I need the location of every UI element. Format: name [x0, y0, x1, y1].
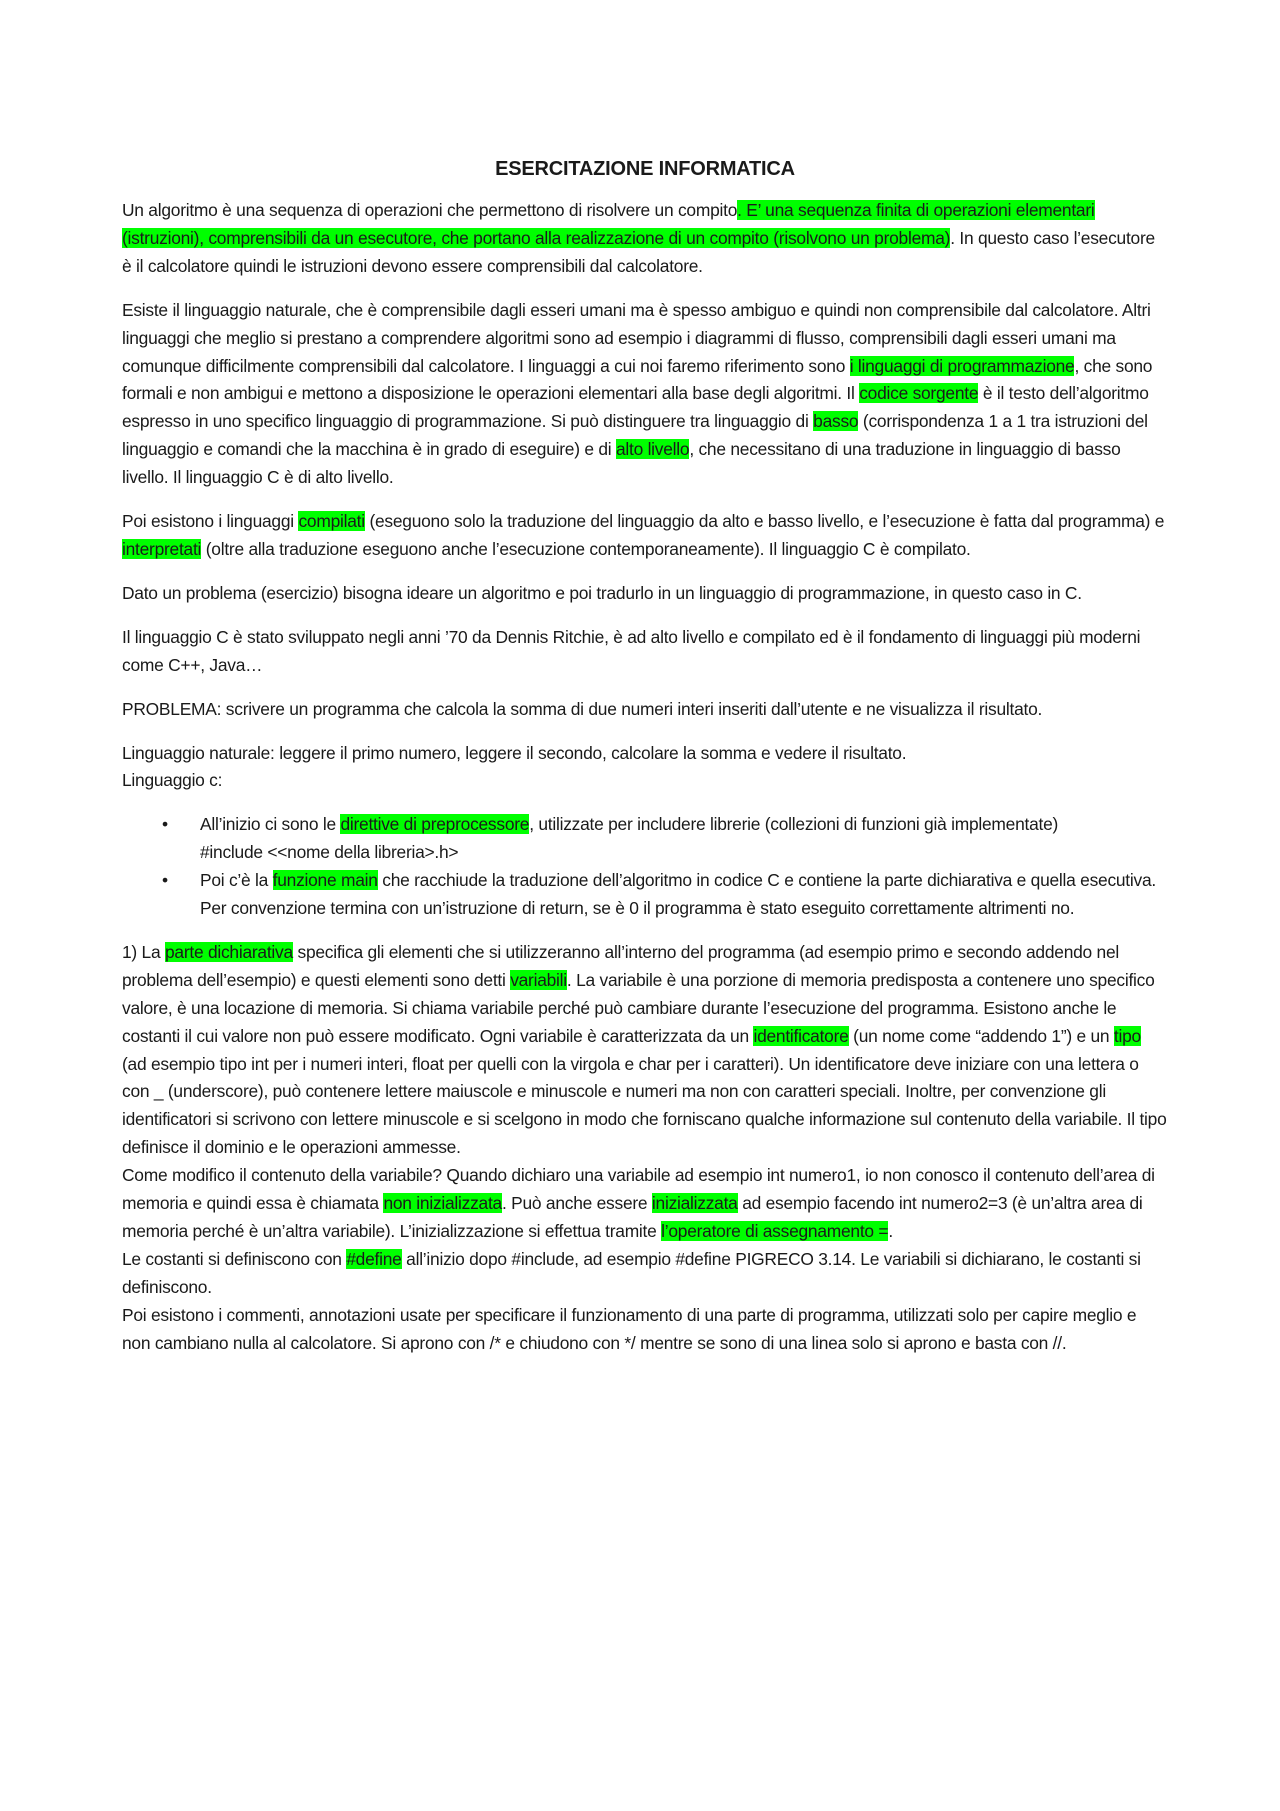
text-run: Come modifico il contenuto della variabile? Quando dichiaro una variabile ad esempio int numero1, io non conosco il contenuto dell’area di memoria e quindi essa è chiamata	[122, 1165, 1155, 1214]
text-run: (un nome come “addendo 1”) e un	[848, 1025, 1114, 1046]
text-run: 1) La	[122, 941, 165, 962]
highlighted-text: direttive di preprocessore	[340, 814, 530, 835]
highlighted-text: parte dichiarativa	[164, 941, 293, 962]
paragraph	[122, 1162, 1168, 1246]
highlighted-text: funzione main	[272, 870, 378, 891]
highlighted-text: codice sorgente	[859, 383, 979, 404]
text-run: PROBLEMA: scrivere un programma che calcola la somma di due numeri interi inseriti dall’utente e ne visualizza il risultato.	[122, 698, 1043, 719]
highlighted-text: alto livello	[615, 439, 690, 460]
text-run: . La variabile è una porzione di memoria predisposta a contenere uno specifico valore, è una locazione di memoria. Si chiama variabile perché può cambiare durante l’esecuzione del programma. Esistono anche le costanti il cui valore non può essere modificato. Ogni variabile è caratterizzata da un	[122, 969, 1155, 1046]
text-run: . Può anche essere	[501, 1193, 652, 1214]
text-run: Il linguaggio C è stato sviluppato negli anni ’70 da Dennis Ritchie, è ad alto livello e compilato ed è il fondamento di linguaggi più moderni come C++, Java…	[122, 626, 1141, 675]
bullet-item	[162, 811, 1168, 867]
highlighted-text: #define	[346, 1248, 402, 1269]
bullet-list	[122, 811, 1168, 923]
text-run: all’inizio dopo #include, ad esempio #define PIGRECO 3.14. Le variabili si dichiarano, le costanti si definiscono.	[122, 1248, 1141, 1297]
text-run: .	[888, 1221, 893, 1241]
paragraph	[122, 696, 1168, 724]
text-run: . In questo caso l’esecutore è il calcolatore quindi le istruzioni devono essere comprensibili dal calcolatore.	[122, 227, 1155, 276]
highlighted-text: compilati	[298, 511, 365, 532]
text-run: Poi esistono i linguaggi	[122, 511, 299, 532]
body-paragraphs	[122, 197, 1168, 795]
text-run: Le costanti si definiscono con	[122, 1248, 347, 1269]
text-run: All’inizio ci sono le	[200, 814, 341, 835]
text-run: che racchiude la traduzione dell’algoritmo in codice C e contiene la parte dichiarativa e quella esecutiva. Per convenzione termina con un’istruzione di return, se è 0 il programma è stato eseguito correttamente altrimenti no.	[200, 870, 1156, 919]
text-run: Un algoritmo è una sequenza di operazioni che permettono di risolvere un compito	[122, 200, 738, 220]
text-run: Linguaggio c:	[122, 770, 223, 791]
paragraph	[122, 197, 1168, 281]
bullet-item	[162, 867, 1168, 923]
paragraph	[122, 624, 1168, 680]
highlighted-text: l’operatore di assegnamento =	[661, 1221, 889, 1241]
text-run: #include <<nome della libreria>.h>	[200, 842, 459, 863]
paragraph	[122, 1302, 1168, 1358]
paragraph	[122, 939, 1168, 1162]
highlighted-text: identificatore	[753, 1025, 849, 1046]
text-run: (corrispondenza 1 a 1 tra istruzioni del linguaggio e comandi che la macchina è in grado di eseguire) e di	[122, 411, 1148, 460]
bullet-icon: •	[162, 870, 168, 891]
text-run: Poi c’è la	[200, 870, 273, 891]
highlighted-text: inizializzata	[651, 1193, 738, 1214]
text-run: specifica gli elementi che si utilizzeranno all’interno del programma (ad esempio primo e secondo addendo nel problema dell’esempio) e questi elementi sono detti	[122, 941, 1119, 990]
text-run: (eseguono solo la traduzione del linguaggio da alto e basso livello, e l’esecuzione è fatta dal programma) e	[364, 511, 1165, 532]
text-run: Esiste il linguaggio naturale, che è comprensibile dagli esseri umani ma è spesso ambiguo e quindi non comprensibile dal calcolatore. Altri linguaggi che meglio si prestano a comprendere algoritmi sono ad esempio i diagrammi di flusso, comprensibili dagli esseri umani ma comunque difficilmente comprensibili dal calcolatore. I linguaggi a cui noi faremo riferimento sono	[122, 299, 1151, 376]
text-run: , che necessitano di una traduzione in linguaggio di basso livello. Il linguaggio C è di alto livello.	[122, 439, 1121, 488]
text-run: , utilizzate per includere librerie (collezioni di funzioni già implementate)	[529, 814, 1059, 835]
text-run: (oltre alla traduzione eseguono anche l’esecuzione contemporaneamente). Il linguaggio C è compilato.	[201, 538, 971, 559]
highlighted-text: basso	[813, 411, 859, 432]
paragraph	[122, 580, 1168, 608]
text-run: è il testo dell’algoritmo espresso in uno specifico linguaggio di programmazione. Si può distinguere tra linguaggio di	[122, 383, 1149, 432]
text-run: Linguaggio naturale: leggere il primo numero, leggere il secondo, calcolare la somma e vedere il risultato.	[122, 742, 907, 763]
document-page	[122, 155, 1168, 1358]
bullet-icon: •	[162, 814, 168, 835]
paragraph	[122, 508, 1168, 564]
highlighted-text: tipo	[1113, 1025, 1141, 1046]
highlighted-text: variabili	[510, 969, 567, 990]
text-run: ad esempio facendo int numero2=3 (è un’altra area di memoria perché è un’altra variabile). L’inizializzazione si effettua tramite	[122, 1193, 1143, 1241]
paragraph	[122, 740, 1168, 796]
highlighted-text: interpretati	[122, 538, 202, 559]
text-run: Poi esistono i commenti, annotazioni usate per specificare il funzionamento di una parte di programma, utilizzati solo per capire meglio e non cambiano nulla al calcolatore. Si aprono con /* e chiudono con */ mentre se sono di una linea solo si aprono e basta con //.	[122, 1304, 1137, 1353]
highlighted-text: . E’ una sequenza finita di operazioni elementari (istruzioni), comprensibili da un esecutore, che portano alla realizzazione di un compito (risolvono un problema)	[122, 200, 1095, 248]
paragraph	[122, 1246, 1168, 1302]
text-run: Dato un problema (esercizio) bisogna ideare un algoritmo e poi tradurlo in un linguaggio di programmazione, in questo caso in C.	[122, 582, 1082, 603]
highlighted-text: i linguaggi di programmazione	[849, 355, 1075, 376]
document-title: ESERCITAZIONE INFORMATICA	[495, 158, 795, 180]
text-run: , che sono formali e non ambigui e mettono a disposizione le operazioni elementari alla base degli algoritmi. Il	[122, 355, 1153, 404]
highlighted-text: non inizializzata	[383, 1193, 502, 1214]
paragraph	[122, 297, 1168, 492]
declarative-section	[122, 939, 1168, 1358]
text-run: (ad esempio tipo int per i numeri interi, float per quelli con la virgola e char per i caratteri). Un identificatore deve iniziare con una lettera o con _ (underscore), può contenere lettere maiuscole e minuscole e numeri ma non con caratteri speciali. Inoltre, per convenzione gli identificatori si scrivono con lettere minuscole e si scelgono in modo che forniscano qualche informazione sul contenuto della variabile. Il tipo definisce il dominio e le operazioni ammesse.	[122, 1053, 1167, 1158]
